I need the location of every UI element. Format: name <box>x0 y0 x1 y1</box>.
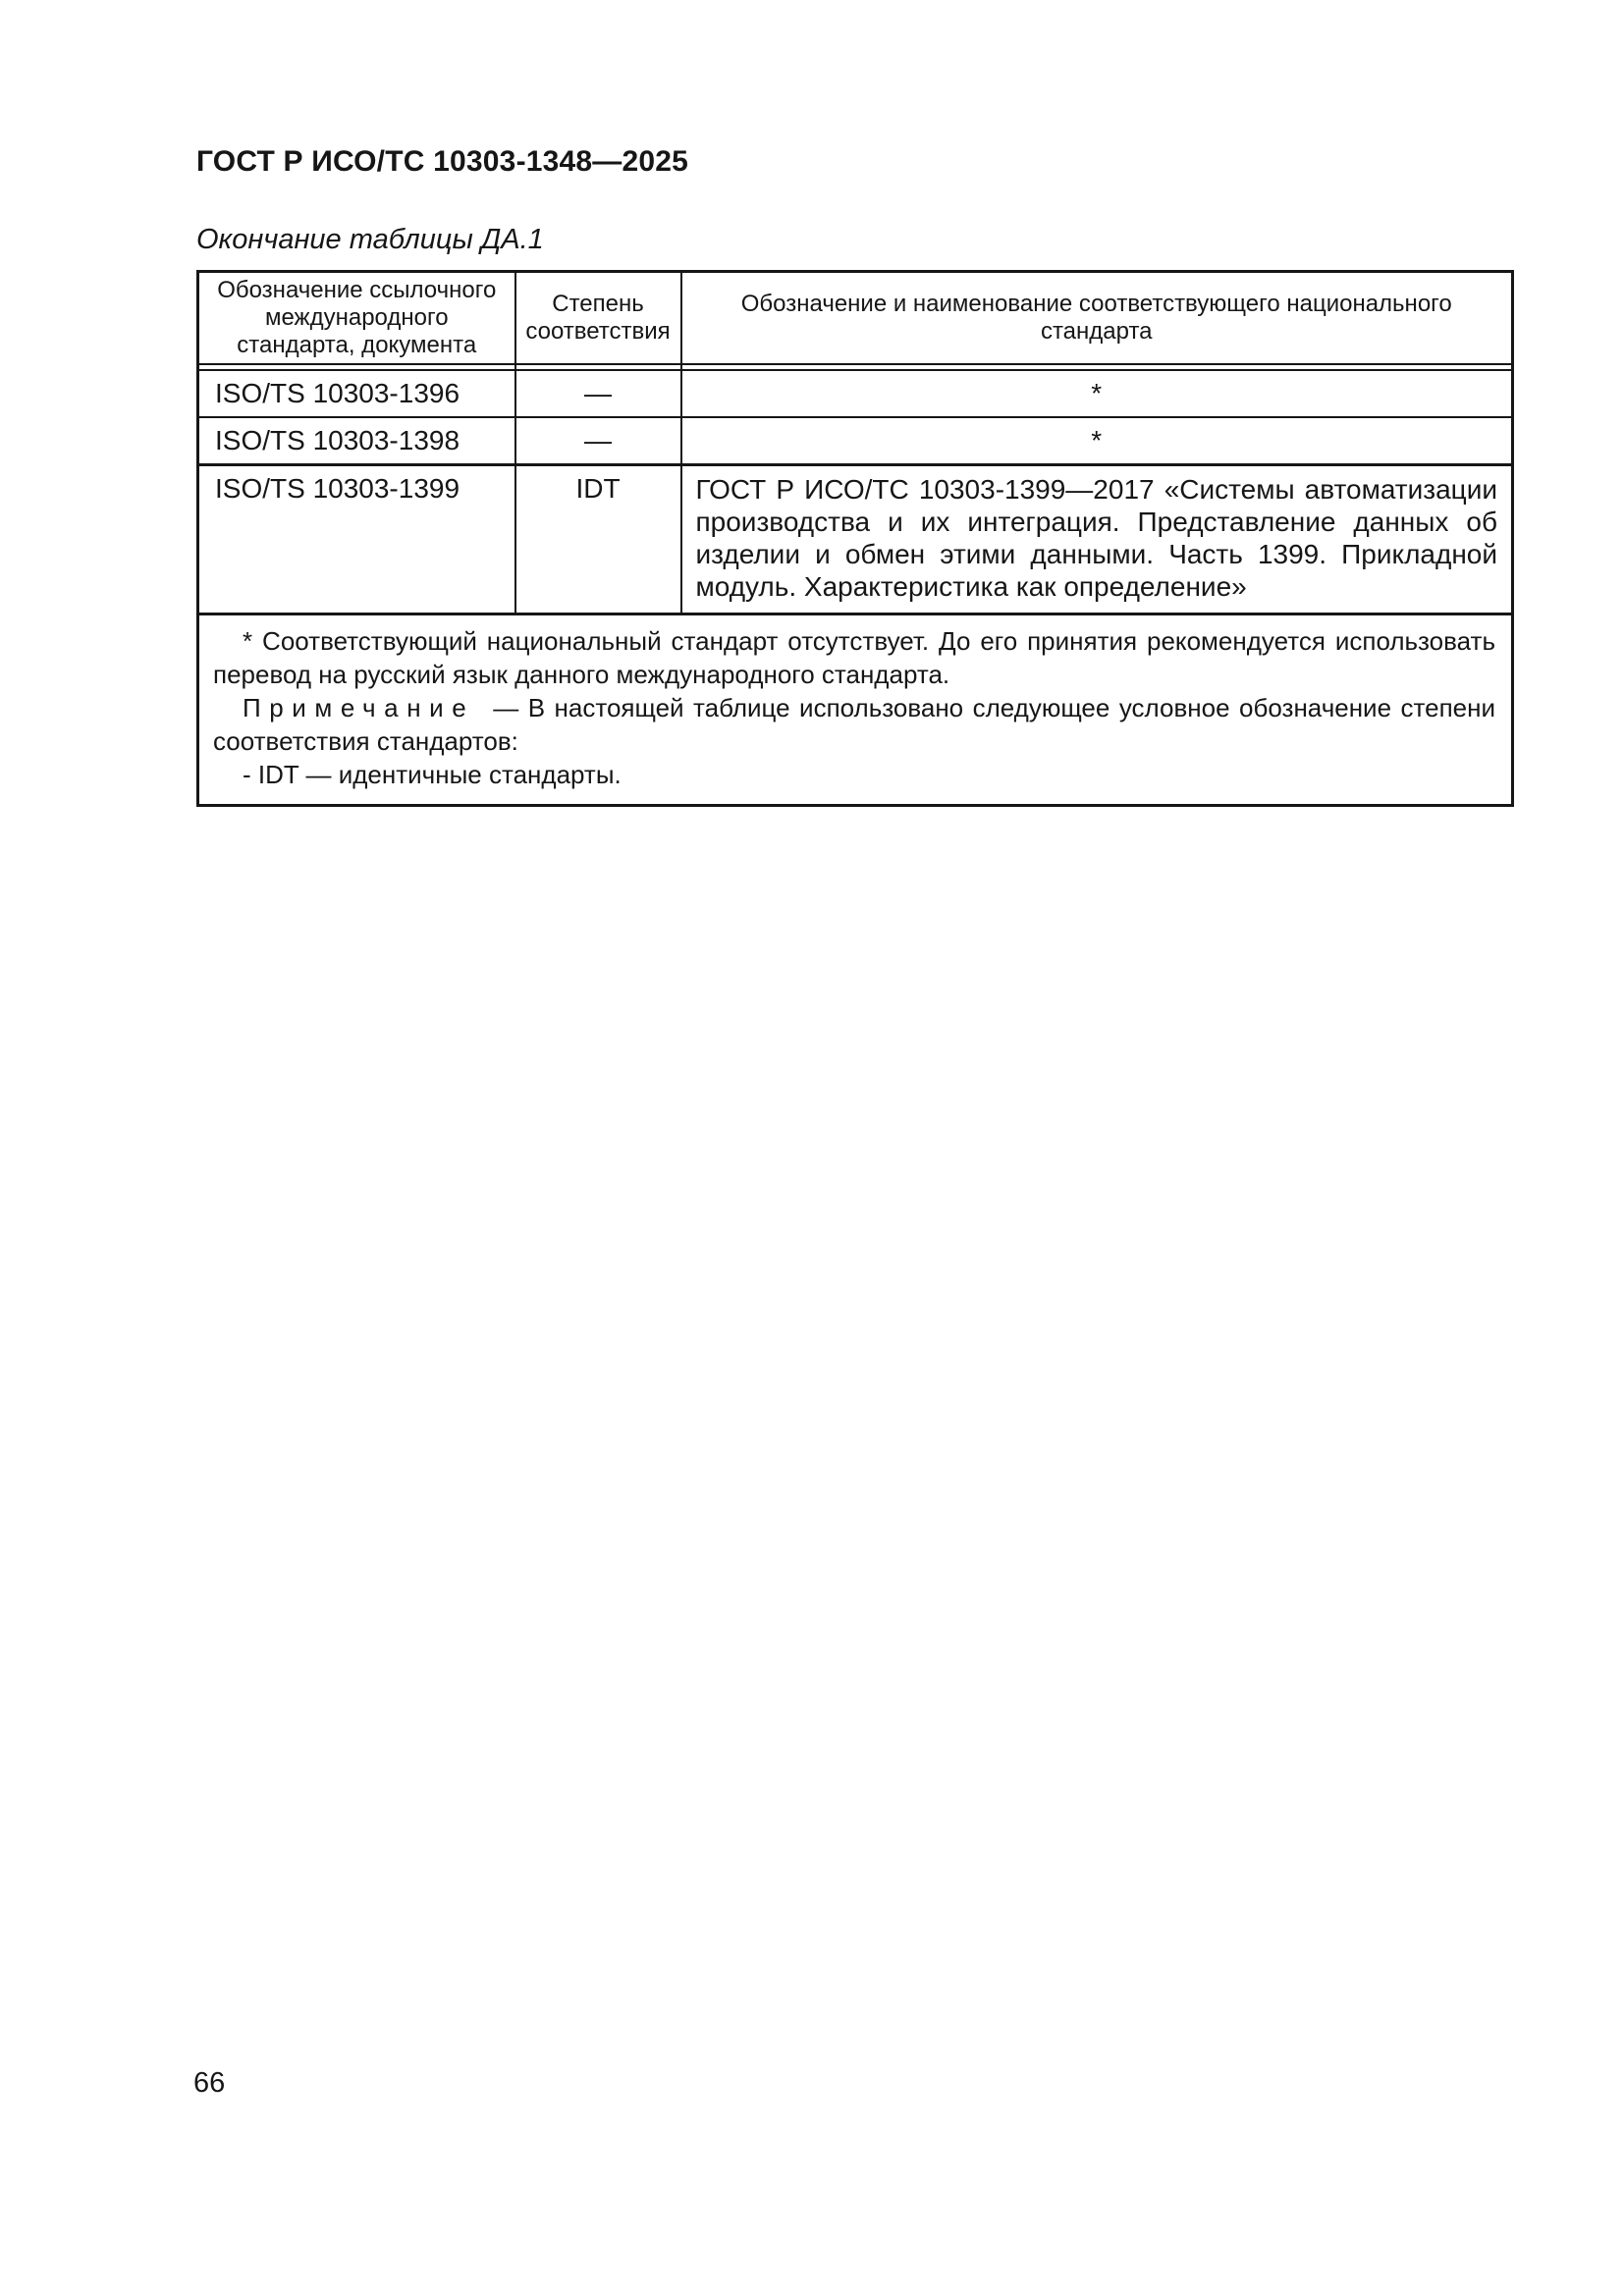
reference-standard-cell: ISO/TS 10303-1399 <box>198 465 515 614</box>
degree-cell: — <box>515 370 681 417</box>
note-label: Примечание <box>243 693 475 723</box>
degree-cell: IDT <box>515 465 681 614</box>
standards-correspondence-table <box>196 270 1514 807</box>
table-caption: Окончание таблицы ДА.1 <box>196 224 544 255</box>
reference-standard-cell: ISO/TS 10303-1398 <box>198 417 515 465</box>
col-header-reference-standard: Обозначение ссылочного международного стандарта, документа <box>198 272 515 365</box>
table-note <box>213 691 1495 758</box>
table-header-row <box>198 272 1513 365</box>
degree-cell: — <box>515 417 681 465</box>
footnote-asterisk: * Соответствующий национальный стандарт отсутствует. До его принятия рекомендуется использовать перевод на русский язык данного международного стандарта. <box>213 626 1495 690</box>
national-standard-cell: * <box>681 417 1513 465</box>
national-standard-cell: * <box>681 370 1513 417</box>
table-footnote-cell <box>198 614 1513 806</box>
national-standard-cell: ГОСТ Р ИСО/ТС 10303-1399—2017 «Системы автоматизации производства и их интеграция. Представление данных об изделии и обмен этими данными. Часть 1399. Прикладной модуль. Характеристика как определение» <box>681 465 1513 614</box>
table-row <box>198 370 1513 417</box>
col-header-degree-of-conformity: Степень соответствия <box>515 272 681 365</box>
document-code: ГОСТ Р ИСО/ТС 10303-1348—2025 <box>196 145 689 178</box>
reference-standard-cell: ISO/TS 10303-1396 <box>198 370 515 417</box>
page-number: 66 <box>193 2067 226 2099</box>
col-header-national-standard: Обозначение и наименование соответствующего национального стандарта <box>681 272 1513 365</box>
table-row <box>198 465 1513 614</box>
table-footnote-row <box>198 614 1513 806</box>
table-row <box>198 417 1513 465</box>
note-text: — В настоящей таблице использовано следующее условное обозначение степени соответствия стандартов: <box>213 693 1496 757</box>
note-list-item: - IDT — идентичные стандарты. <box>243 760 622 790</box>
